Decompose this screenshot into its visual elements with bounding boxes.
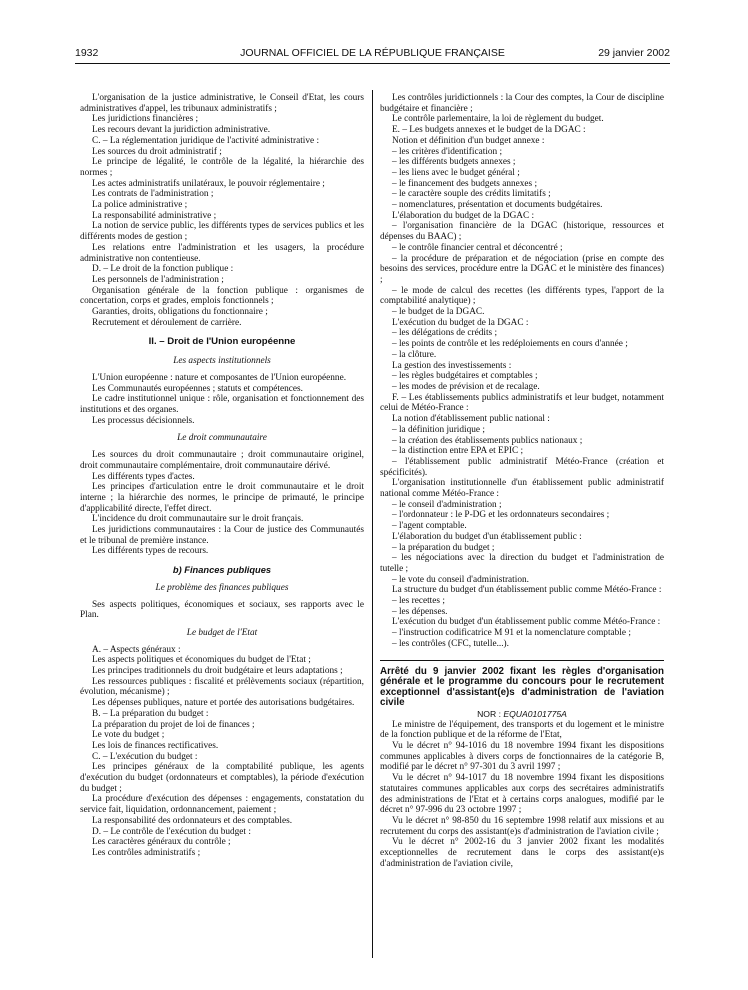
paragraph: – nomenclatures, présentation et documents budgétaires.: [392, 200, 603, 211]
paragraph: – la définition juridique ;: [392, 424, 485, 435]
paragraph: E. – Les budgets annexes et le budget de la DGAC :: [392, 125, 586, 136]
paragraph: Les relations entre l'administration et les usagers, la procédure administrative non contentieuse.: [80, 242, 364, 264]
paragraph: Les principes traditionnels du droit budgétaire et leurs adaptations ;: [92, 666, 343, 677]
paragraph: – les règles budgétaires et comptables ;: [392, 371, 538, 382]
paragraph: Recrutement et déroulement de carrière.: [92, 317, 242, 328]
right-column: [380, 93, 664, 869]
subtitle-community-law: Le droit communautaire: [177, 433, 267, 444]
paragraph: Les Communautés européennes ; statuts et compétences.: [92, 383, 303, 394]
paragraph: Les ressources publiques : fiscalité et prélèvements sociaux (répartition, évolution, mécanisme) ;: [80, 676, 364, 698]
paragraph: – la procédure de préparation et de négociation (prise en compte des besoins des services, procédure entre la DGAC et le ministère des finances) ;: [380, 253, 664, 285]
paragraph: – la clôture.: [392, 349, 437, 360]
paragraph: – les recettes ;: [392, 596, 445, 607]
paragraph: L'élaboration du budget d'un établissement public :: [392, 531, 582, 542]
paragraph: C. – L'exécution du budget :: [92, 751, 198, 762]
paragraph: – les modes de prévision et de recalage.: [392, 381, 540, 392]
paragraph: Le principe de légalité, le contrôle de la légalité, la hiérarchie des normes ;: [80, 157, 364, 178]
section-title-eu-law: II. – Droit de l'Union européenne: [148, 336, 296, 348]
paragraph: – le conseil d'administration ;: [392, 499, 502, 510]
arrete-title: Arrêté du 9 janvier 2002 fixant les règles d'organisation générale et le programme du concours pour le recrutement exceptionnel d'assistant(e)s d'administration de l'aviation civile: [380, 665, 664, 709]
paragraph: – les liens avec le budget général ;: [392, 167, 520, 178]
paragraph: La responsabilité des ordonnateurs et des comptables.: [92, 815, 293, 826]
paragraph: F. – Les établissements publics administratifs et leur budget, notamment celui de Météo-France :: [380, 392, 664, 414]
paragraph: Le ministre de l'équipement, des transports et du logement et le ministre de la fonction publique et de la réforme de l'Etat,: [380, 719, 664, 741]
subtitle-state-budget: Le budget de l'Etat: [186, 627, 258, 638]
paragraph: Les contrats de l'administration ;: [92, 189, 214, 200]
paragraph: Les lois de finances rectificatives.: [92, 740, 219, 751]
left-column: [80, 93, 364, 859]
paragraph: La notion de service public, les différents types de services publics et les différents modes de gestion ;: [80, 221, 364, 243]
paragraph: – l'organisation financière de la DGAC (historique, ressources et dépenses du BAAC) ;: [380, 221, 664, 243]
paragraph: – les délégations de crédits ;: [392, 328, 498, 339]
paragraph: Notion et définition d'un budget annexe :: [392, 135, 545, 146]
paragraph: L'exécution du budget de la DGAC :: [392, 317, 529, 328]
paragraph: – l'instruction codificatrice M 91 et la nomenclature comptable ;: [392, 628, 631, 639]
paragraph: – l'agent comptable.: [392, 521, 467, 532]
paragraph: Vu le décret n° 2002-16 du 3 janvier 2002 fixant les modalités exceptionnelles de recrutement dans le corps des assistant(e)s d'administration de l'aviation civile,: [380, 837, 664, 869]
paragraph: A. – Aspects généraux :: [92, 644, 181, 655]
paragraph: Les différents types de recours.: [92, 546, 209, 557]
nor-value: EQUA0101775A: [503, 708, 567, 719]
paragraph: – la préparation du budget ;: [392, 542, 495, 553]
left-block-admin-law: [80, 93, 364, 328]
paragraph: Les personnels de l'administration ;: [92, 274, 224, 285]
paragraph: Garanties, droits, obligations du fonctionnaire ;: [92, 307, 268, 318]
paragraph: Le cadre institutionnel unique : rôle, organisation et fonctionnement des institutions et des organes.: [80, 394, 364, 415]
paragraph: L'organisation de la justice administrative, le Conseil d'Etat, les cours administratives d'appel, les tribunaux administratifs ;: [80, 93, 364, 114]
paragraph: – l'établissement public administratif Météo-France (création et spécificités).: [380, 456, 664, 478]
paragraph: – les critères d'identification ;: [392, 146, 503, 157]
paragraph: – les différents budgets annexes ;: [392, 157, 516, 168]
paragraph: Le vote du budget ;: [92, 730, 165, 741]
paragraph: Les principes généraux de la comptabilité publique, les agents d'exécution du budget (ordonnateurs et comptables), la période d'exécution du budget ;: [80, 762, 364, 794]
paragraph: C. – La réglementation juridique de l'activité administrative :: [92, 135, 320, 146]
paragraph: – la distinction entre EPA et EPIC ;: [392, 446, 524, 457]
paragraph: – la création des établissements publics nationaux ;: [392, 435, 583, 446]
right-block-budget-controls: [380, 93, 664, 650]
list-institutional: [80, 373, 364, 427]
subtitle-institutional: Les aspects institutionnels: [173, 356, 271, 367]
header-rule: [75, 63, 670, 64]
paragraph: La procédure d'exécution des dépenses : engagements, constatation du service fait, liquidation, ordonnancement, paiement ;: [80, 794, 364, 816]
paragraph: L'incidence du droit communautaire sur le droit français.: [92, 514, 304, 525]
column-divider: [372, 90, 373, 958]
nor-reference: [380, 709, 664, 720]
paragraph: Le contrôle parlementaire, la loi de règlement du budget.: [392, 114, 604, 125]
paragraph: La préparation du projet de loi de finances ;: [92, 719, 255, 730]
paragraph: – le caractère souple des crédits limitatifs ;: [392, 189, 551, 200]
paragraph: La notion d'établissement public national :: [392, 414, 550, 425]
issue-date: 29 janvier 2002: [598, 47, 670, 59]
list-community-law: [80, 450, 364, 557]
paragraph: La structure du budget d'un établissement public comme Météo-France :: [392, 585, 662, 596]
paragraph: – l'ordonnateur : le P-DG et les ordonnateurs secondaires ;: [392, 510, 610, 521]
paragraph: Les recours devant la juridiction administrative.: [92, 125, 271, 136]
section-title-public-finance: b) Finances publiques: [172, 565, 272, 576]
paragraph: L'élaboration du budget de la DGAC :: [392, 210, 535, 221]
paragraph: – le contrôle financier central et déconcentré ;: [392, 242, 563, 253]
paragraph: Les actes administratifs unilatéraux, le pouvoir réglementaire ;: [92, 178, 325, 189]
paragraph: – les points de contrôle et les redéploiements en cours d'année ;: [392, 339, 628, 350]
paragraph: Les principes d'articulation entre le droit communautaire et le droit interne ; la hiérarchie des normes, le principe de primauté, le principe d'applicabilité directe, l'effet direct.: [80, 482, 364, 514]
paragraph: Les aspects politiques et économiques du budget de l'Etat ;: [92, 655, 311, 666]
arrete-body: [380, 720, 664, 870]
page-header: [75, 47, 670, 61]
paragraph: – le financement des budgets annexes ;: [392, 178, 538, 189]
paragraph: Les différents types d'actes.: [92, 471, 195, 482]
paragraph: Organisation générale de la fonction publique : organismes de concertation, corps et grades, emplois fonctionnels ;: [80, 285, 364, 307]
paragraph: La police administrative ;: [92, 200, 188, 211]
paragraph: Vu le décret n° 98-850 du 16 septembre 1998 relatif aux missions et au recrutement du corps des assistant(e)s d'administration de l'aviation civile ;: [380, 815, 664, 837]
paragraph: L'exécution du budget d'un établissement public comme Météo-France :: [392, 617, 661, 628]
paragraph: B. – La préparation du budget :: [92, 708, 209, 719]
paragraph: – le budget de la DGAC.: [392, 307, 485, 318]
paragraph: Les contrôles juridictionnels : la Cour des comptes, la Cour de discipline budgétaire et financière ;: [380, 93, 664, 114]
paragraph: Ses aspects politiques, économiques et sociaux, ses rapports avec le Plan.: [80, 599, 364, 621]
paragraph: – les contrôles (CFC, tutelle...).: [392, 638, 509, 649]
paragraph: Vu le décret n° 94-1016 du 18 novembre 1994 fixant les dispositions communes applicables à divers corps de fonctionnaires de la catégorie B, modifié par le décret n° 97-301 du 3 avril 1997 ;: [380, 741, 664, 773]
paragraph: Les sources du droit communautaire ; droit communautaire originel, droit communautaire complémentaire, droit communautaire dérivé.: [80, 450, 364, 471]
arrete-separator: [380, 660, 664, 661]
paragraph: – le mode de calcul des recettes (les différents types, l'apport de la comptabilité analytique) ;: [380, 285, 664, 307]
paragraph: Les sources du droit administratif ;: [92, 146, 222, 157]
paragraph: L'Union européenne : nature et composantes de l'Union européenne.: [92, 372, 347, 383]
paragraph: Les juridictions financières ;: [92, 114, 199, 125]
paragraph: D. – Le contrôle de l'exécution du budget :: [92, 826, 251, 837]
paragraph: La responsabilité administrative ;: [92, 210, 217, 221]
nor-label: NOR :: [477, 708, 501, 719]
paragraph: Les contrôles administratifs ;: [92, 848, 201, 858]
subtitle-public-finance-problem: Le problème des finances publiques: [155, 582, 289, 593]
paragraph: D. – Le droit de la fonction publique :: [92, 264, 234, 275]
list-public-finance-problem: [80, 600, 364, 621]
page-number: 1932: [75, 47, 99, 59]
paragraph: La gestion des investissements :: [392, 360, 512, 371]
paragraph: L'organisation institutionnelle d'un établissement public administratif national comme Météo-France :: [380, 478, 664, 500]
paragraph: Les caractères généraux du contrôle ;: [92, 837, 231, 848]
paragraph: – le vote du conseil d'administration.: [392, 574, 529, 585]
paragraph: Vu le décret n° 94-1017 du 18 novembre 1994 fixant les dispositions statutaires communes applicables aux corps des secrétaires administratifs des administrations de l'Etat et à certains corps analogues, modifié par le décret n° 97-996 du 23 octobre 1997 ;: [380, 773, 664, 816]
paragraph: Les dépenses publiques, nature et portée des autorisations budgétaires.: [92, 698, 355, 709]
paragraph: Les processus décisionnels.: [92, 415, 195, 426]
journal-title: JOURNAL OFFICIEL DE LA RÉPUBLIQUE FRANÇAISE: [240, 47, 505, 59]
paragraph: – les négociations avec la direction du budget et l'administration de tutelle ;: [380, 553, 664, 574]
list-state-budget: [80, 645, 364, 859]
paragraph: – les dépenses.: [392, 606, 448, 617]
paragraph: Les juridictions communautaires : la Cour de justice des Communautés et le tribunal de première instance.: [80, 525, 364, 546]
